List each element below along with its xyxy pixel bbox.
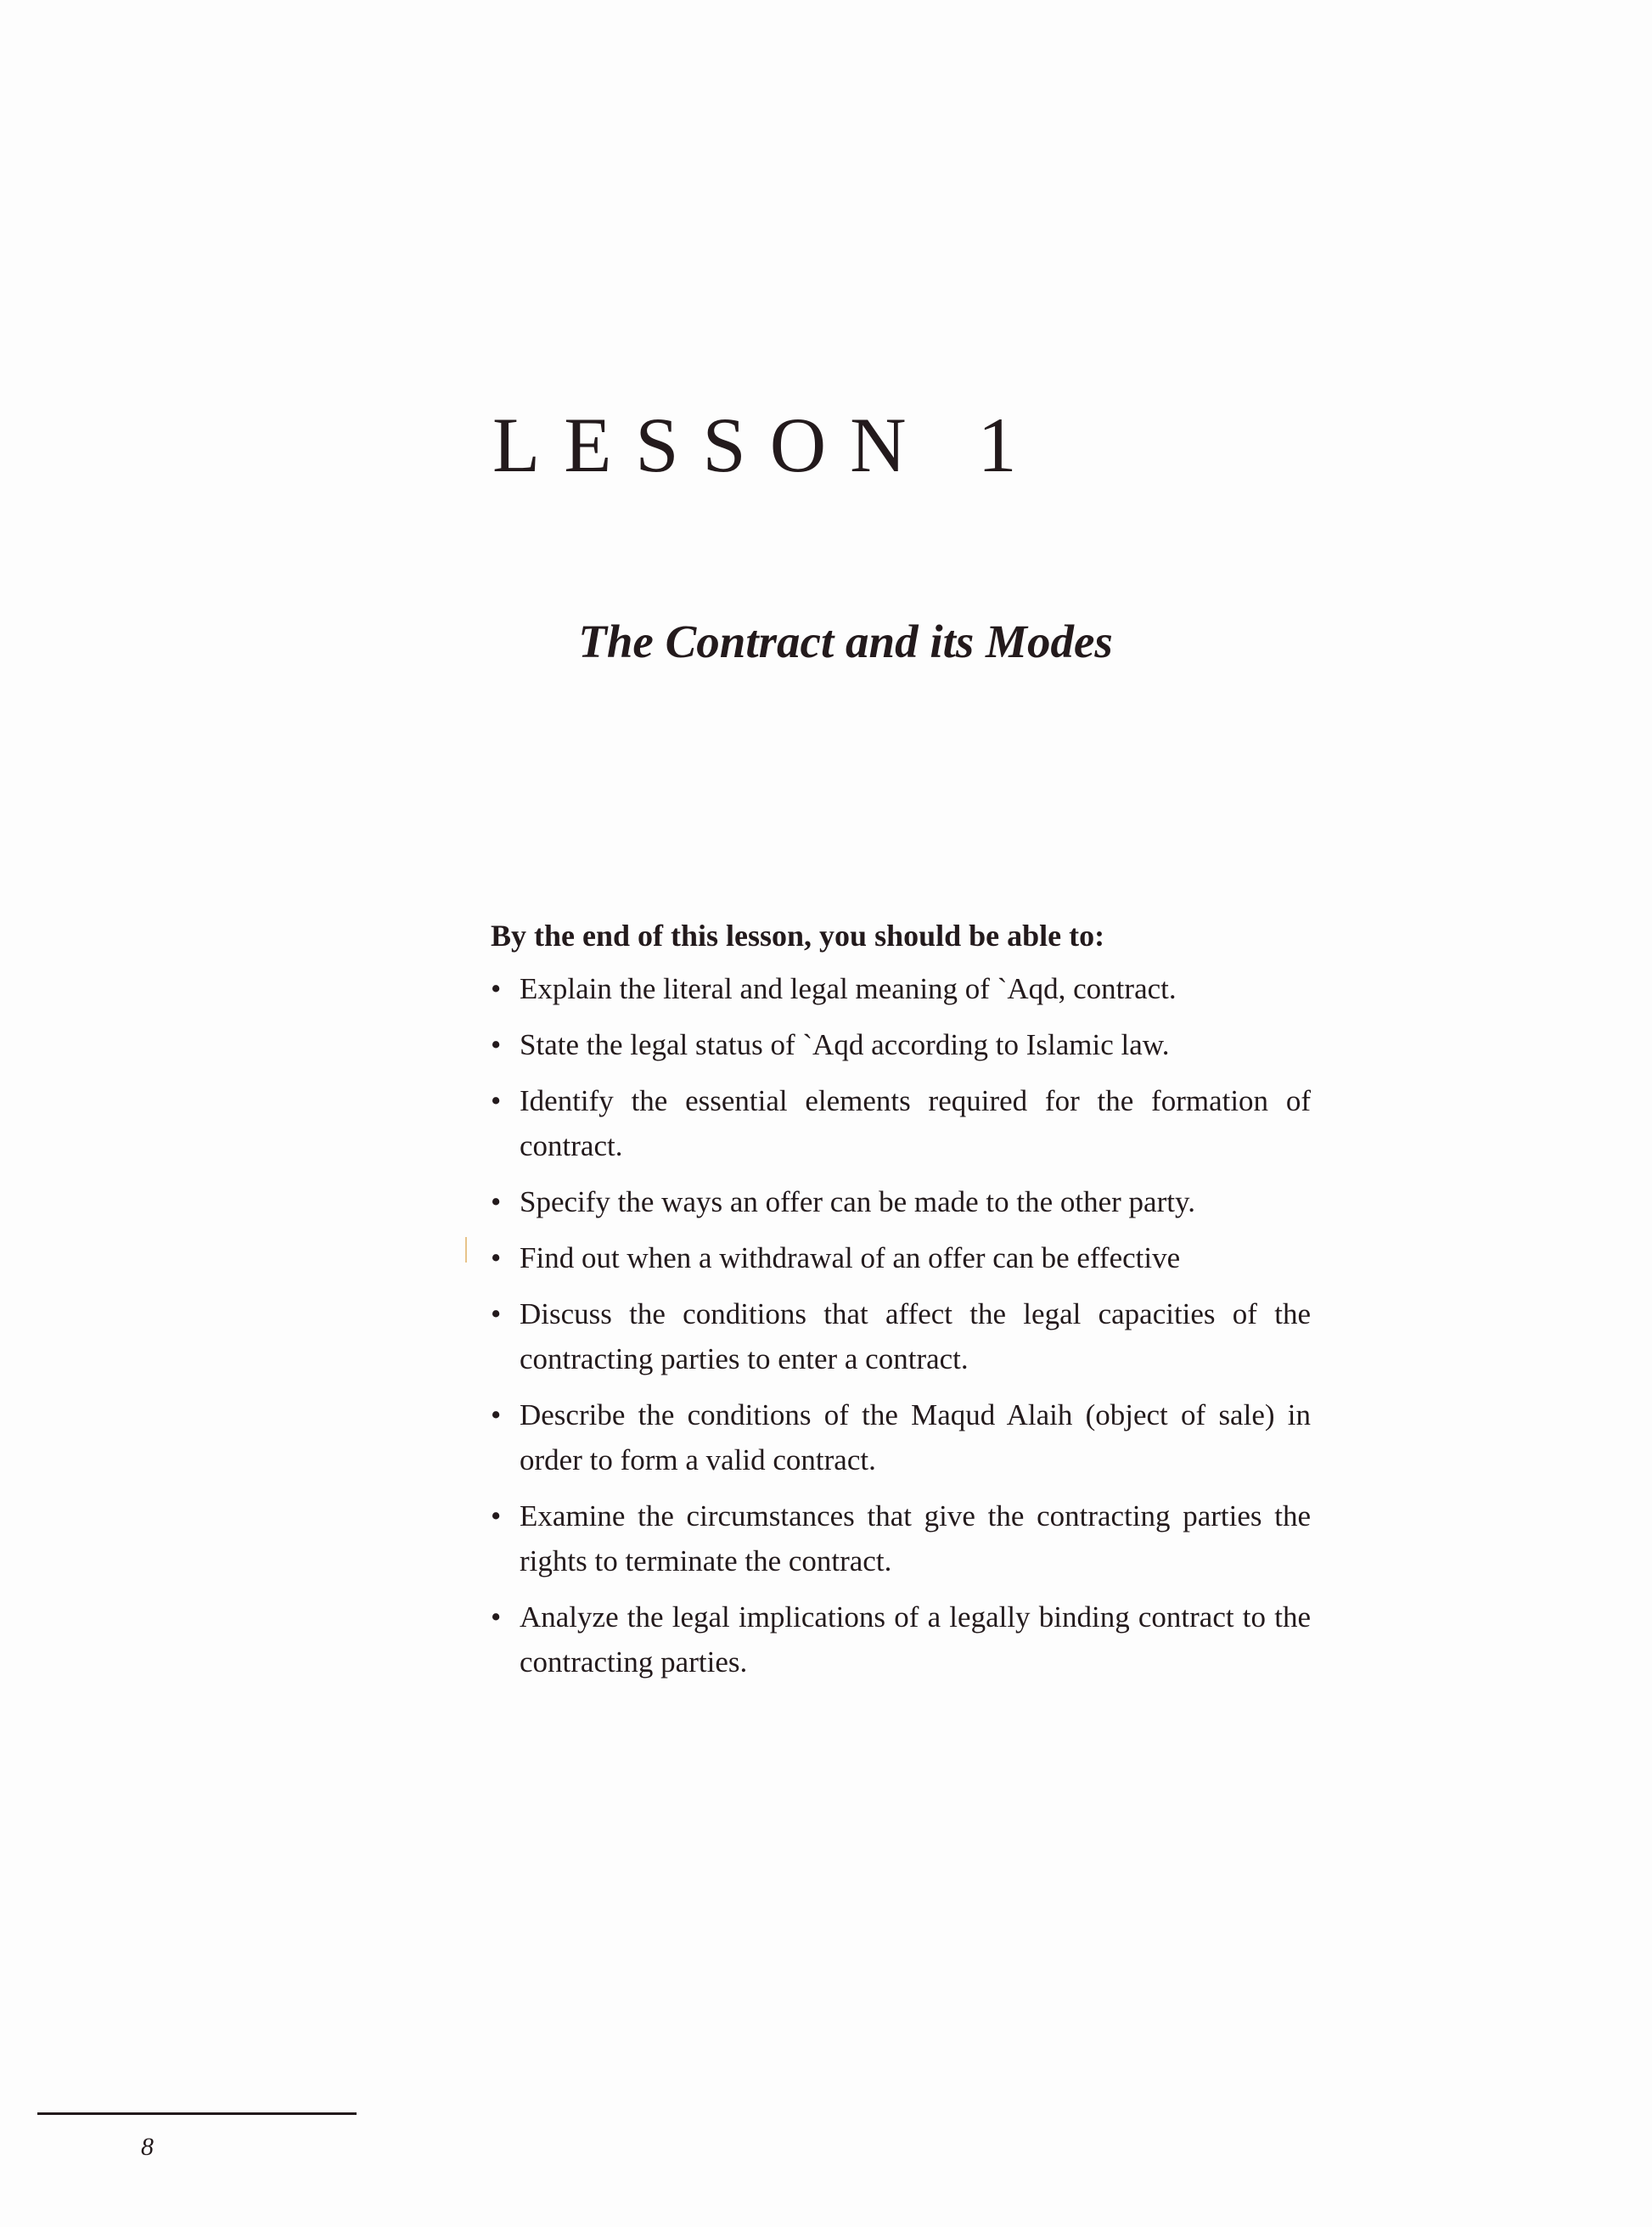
objective-item [491, 1291, 1311, 1381]
page-number: 8 [141, 2133, 154, 2161]
margin-mark [465, 1237, 467, 1263]
objective-item [491, 1022, 1311, 1067]
bullet-icon: • [491, 1241, 502, 1274]
objective-item [491, 1179, 1311, 1224]
objective-item [491, 1078, 1311, 1168]
lesson-number: 1 [977, 402, 1017, 488]
footer-rule [37, 2112, 357, 2115]
objective-text: Specify the ways an offer can be made to the other party. [520, 1185, 1195, 1218]
learning-objectives [491, 915, 1311, 1696]
lesson-subtitle: The Contract and its Modes [578, 616, 1113, 667]
objective-text: Analyze the legal implications of a legally binding contract to the contracting parties. [520, 1600, 1311, 1679]
objective-item [491, 1594, 1311, 1684]
bullet-icon: • [491, 1185, 502, 1218]
objective-text: Identify the essential elements required for the formation of contract. [520, 1084, 1311, 1162]
bullet-icon: • [491, 1297, 502, 1330]
objective-text: Discuss the conditions that affect the legal capacities of the contracting parties to enter a contract. [520, 1297, 1311, 1375]
objectives-heading: By the end of this lesson, you should be able to: [491, 919, 1105, 953]
bullet-icon: • [491, 972, 502, 1005]
objective-text: State the legal status of `Aqd according to Islamic law. [520, 1028, 1170, 1061]
objective-text: Find out when a withdrawal of an offer can be effective [520, 1241, 1181, 1274]
bullet-icon: • [491, 1600, 502, 1634]
bullet-icon: • [491, 1499, 502, 1532]
objective-item [491, 966, 1311, 1011]
objective-item [491, 1493, 1311, 1583]
lesson-label: LESSON [492, 402, 930, 488]
bullet-icon: • [491, 1084, 502, 1117]
objectives-list [491, 966, 1311, 1684]
objective-text: Explain the literal and legal meaning of `Aqd, contract. [520, 972, 1177, 1005]
objective-item [491, 1392, 1311, 1482]
lesson-title [492, 402, 1341, 488]
bullet-icon: • [491, 1028, 502, 1061]
objective-text: Describe the conditions of the Maqud Alaih (object of sale) in order to form a valid contract. [520, 1398, 1311, 1476]
bullet-icon: • [491, 1398, 502, 1431]
objective-text: Examine the circumstances that give the contracting parties the rights to terminate the contract. [520, 1499, 1311, 1577]
objective-item [491, 1235, 1311, 1280]
